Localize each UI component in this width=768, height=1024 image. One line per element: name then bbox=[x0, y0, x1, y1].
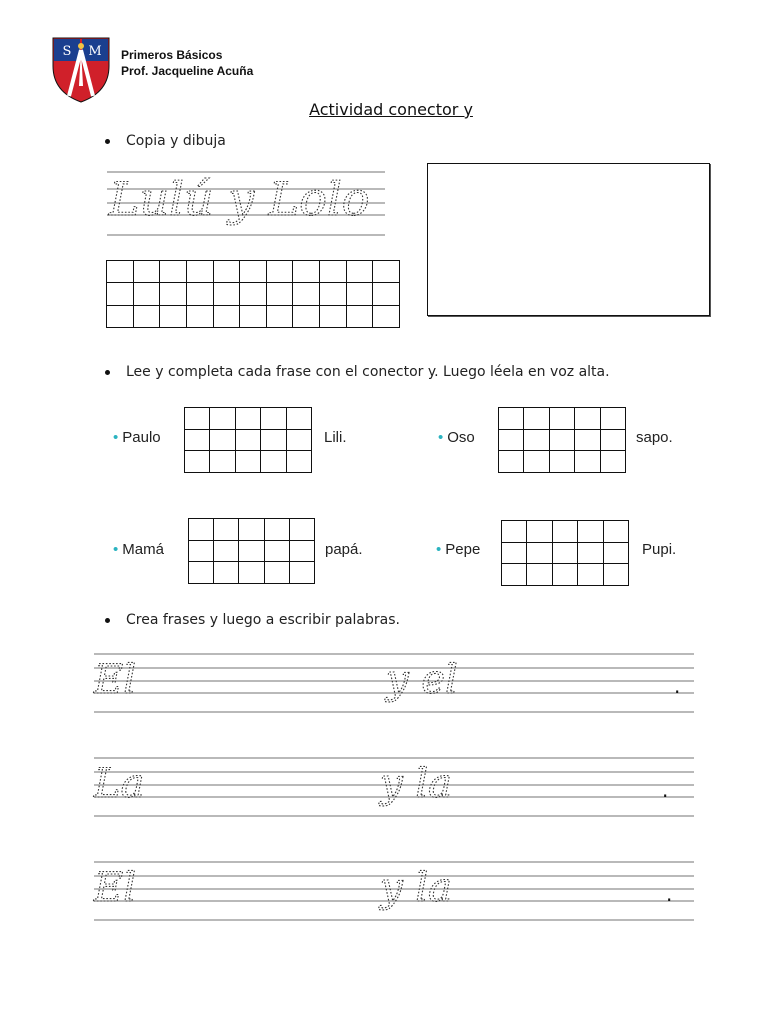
exercise-2-right: sapo. bbox=[636, 429, 673, 446]
grid-cell[interactable] bbox=[527, 564, 552, 586]
grid-cell[interactable] bbox=[293, 305, 320, 327]
grid-cell[interactable] bbox=[603, 564, 628, 586]
grid-cell[interactable] bbox=[186, 261, 213, 283]
grid-cell[interactable] bbox=[552, 521, 577, 543]
line-1-end: . bbox=[674, 674, 681, 698]
trace-phrase: Lulú y Lolo bbox=[109, 172, 370, 226]
grid-cell[interactable] bbox=[293, 283, 320, 305]
grid-cell[interactable] bbox=[210, 408, 235, 430]
grid-cell[interactable] bbox=[185, 451, 210, 473]
bullet-icon bbox=[105, 618, 110, 623]
grid-cell[interactable] bbox=[213, 305, 240, 327]
letter-grid bbox=[106, 260, 400, 328]
exercise-3-right: papá. bbox=[325, 541, 363, 558]
logo-letter-m: M bbox=[88, 44, 102, 59]
grid-cell[interactable] bbox=[578, 542, 603, 564]
grid-cell[interactable] bbox=[320, 283, 347, 305]
grid-cell[interactable] bbox=[346, 283, 373, 305]
grid-cell[interactable] bbox=[214, 562, 239, 584]
grid-cell[interactable] bbox=[549, 451, 574, 473]
grid-cell[interactable] bbox=[133, 283, 160, 305]
line-2-mid: y la bbox=[380, 761, 452, 807]
grid-cell[interactable] bbox=[240, 283, 267, 305]
grid-cell[interactable] bbox=[214, 519, 239, 541]
exercise-4-left: • Pepe bbox=[436, 541, 481, 558]
writing-line-2[interactable] bbox=[90, 752, 696, 824]
grid-cell[interactable] bbox=[499, 408, 524, 430]
writing-line-3[interactable] bbox=[90, 856, 696, 928]
line-3-start: El bbox=[94, 865, 136, 911]
grid-cell[interactable] bbox=[266, 283, 293, 305]
grid-cell[interactable] bbox=[186, 305, 213, 327]
grid-cell[interactable] bbox=[373, 305, 400, 327]
grid-cell[interactable] bbox=[502, 564, 527, 586]
grid-cell[interactable] bbox=[575, 429, 600, 451]
grid-cell[interactable] bbox=[266, 261, 293, 283]
grid-cell[interactable] bbox=[133, 305, 160, 327]
grid-cell[interactable] bbox=[373, 283, 400, 305]
grid-cell[interactable] bbox=[239, 519, 264, 541]
exercise-1-right: Lili. bbox=[324, 429, 347, 446]
grid-cell[interactable] bbox=[603, 542, 628, 564]
grid-cell[interactable] bbox=[213, 261, 240, 283]
exercise-2-grid[interactable] bbox=[498, 407, 626, 473]
grid-cell[interactable] bbox=[575, 408, 600, 430]
line-2-end: . bbox=[662, 778, 669, 802]
grid-cell[interactable] bbox=[499, 429, 524, 451]
grid-cell[interactable] bbox=[289, 540, 314, 562]
bullet-icon bbox=[105, 139, 110, 144]
grid-cell[interactable] bbox=[549, 408, 574, 430]
exercise-3-left: • Mamá bbox=[113, 541, 164, 558]
grid-cell[interactable] bbox=[264, 562, 289, 584]
grid-cell[interactable] bbox=[527, 542, 552, 564]
instruction-create-sentences: Crea frases y luego a escribir palabras. bbox=[105, 612, 400, 628]
grid-cell[interactable] bbox=[189, 562, 214, 584]
grid-cell[interactable] bbox=[499, 451, 524, 473]
grid-cell[interactable] bbox=[600, 451, 625, 473]
grid-cell[interactable] bbox=[160, 283, 187, 305]
grid-cell[interactable] bbox=[107, 261, 134, 283]
grid-cell[interactable] bbox=[235, 429, 260, 451]
grid-cell[interactable] bbox=[293, 261, 320, 283]
grid-cell[interactable] bbox=[133, 261, 160, 283]
grid-cell[interactable] bbox=[373, 261, 400, 283]
grid-cell[interactable] bbox=[502, 521, 527, 543]
drawing-box[interactable] bbox=[427, 163, 710, 316]
logo-letter-s: S bbox=[62, 44, 72, 59]
grid-cell[interactable] bbox=[160, 305, 187, 327]
line-3-mid: y la bbox=[380, 865, 452, 911]
grid-cell[interactable] bbox=[600, 408, 625, 430]
grid-cell[interactable] bbox=[107, 283, 134, 305]
grid-cell[interactable] bbox=[524, 408, 549, 430]
grid-cell[interactable] bbox=[160, 261, 187, 283]
grid-cell[interactable] bbox=[549, 429, 574, 451]
exercise-4-right: Pupi. bbox=[642, 541, 677, 558]
grid-cell[interactable] bbox=[189, 540, 214, 562]
grid-cell[interactable] bbox=[578, 521, 603, 543]
line-1-mid: y el bbox=[386, 657, 458, 703]
grid-cell[interactable] bbox=[603, 521, 628, 543]
exercise-4-grid[interactable] bbox=[501, 520, 629, 586]
grid-cell[interactable] bbox=[286, 408, 311, 430]
grid-cell[interactable] bbox=[261, 408, 286, 430]
grid-cell[interactable] bbox=[186, 283, 213, 305]
grid-cell[interactable] bbox=[320, 305, 347, 327]
grid-cell[interactable] bbox=[552, 564, 577, 586]
grid-cell[interactable] bbox=[213, 283, 240, 305]
exercise-1-left: • Paulo bbox=[113, 429, 161, 446]
grid-cell[interactable] bbox=[240, 261, 267, 283]
grid-cell[interactable] bbox=[235, 408, 260, 430]
grid-cell[interactable] bbox=[527, 521, 552, 543]
grid-cell[interactable] bbox=[240, 305, 267, 327]
grid-cell[interactable] bbox=[214, 540, 239, 562]
grid-cell[interactable] bbox=[185, 408, 210, 430]
exercise-2-left: • Oso bbox=[438, 429, 475, 446]
grid-cell[interactable] bbox=[346, 305, 373, 327]
writing-line-1[interactable] bbox=[90, 648, 696, 720]
grid-cell[interactable] bbox=[261, 451, 286, 473]
grid-cell[interactable] bbox=[286, 429, 311, 451]
grid-cell[interactable] bbox=[600, 429, 625, 451]
grid-cell[interactable] bbox=[575, 451, 600, 473]
grid-cell[interactable] bbox=[210, 429, 235, 451]
header-teacher: Prof. Jacqueline Acuña bbox=[121, 64, 254, 78]
grid-cell[interactable] bbox=[239, 562, 264, 584]
grid-cell[interactable] bbox=[320, 261, 347, 283]
tracing-area-lulu-lolo bbox=[105, 163, 387, 243]
grid-cell[interactable] bbox=[261, 429, 286, 451]
grid-cell[interactable] bbox=[502, 542, 527, 564]
line-1-start: El bbox=[94, 657, 136, 703]
grid-cell[interactable] bbox=[266, 305, 293, 327]
grid-cell[interactable] bbox=[185, 429, 210, 451]
grid-cell[interactable] bbox=[107, 305, 134, 327]
grid-cell[interactable] bbox=[524, 451, 549, 473]
grid-cell[interactable] bbox=[264, 519, 289, 541]
instruction-complete-sentences: Lee y completa cada frase con el conector y. Luego léela en voz alta. bbox=[105, 364, 610, 380]
grid-cell[interactable] bbox=[578, 564, 603, 586]
header-level: Primeros Básicos bbox=[121, 48, 223, 62]
grid-cell[interactable] bbox=[552, 542, 577, 564]
grid-cell[interactable] bbox=[239, 540, 264, 562]
grid-cell[interactable] bbox=[346, 261, 373, 283]
grid-cell[interactable] bbox=[524, 429, 549, 451]
instruction-copy-draw: Copia y dibuja bbox=[105, 133, 226, 149]
grid-cell[interactable] bbox=[210, 451, 235, 473]
line-3-end: . bbox=[666, 882, 673, 906]
school-logo bbox=[51, 36, 111, 104]
line-2-start: La bbox=[94, 761, 145, 807]
bullet-icon bbox=[105, 370, 110, 375]
exercise-3-grid[interactable] bbox=[188, 518, 315, 584]
grid-cell[interactable] bbox=[264, 540, 289, 562]
page-title: Actividad conector y bbox=[309, 100, 473, 119]
grid-cell[interactable] bbox=[289, 562, 314, 584]
exercise-1-grid[interactable] bbox=[184, 407, 312, 473]
grid-cell[interactable] bbox=[289, 519, 314, 541]
grid-cell[interactable] bbox=[189, 519, 214, 541]
grid-cell[interactable] bbox=[286, 451, 311, 473]
grid-cell[interactable] bbox=[235, 451, 260, 473]
